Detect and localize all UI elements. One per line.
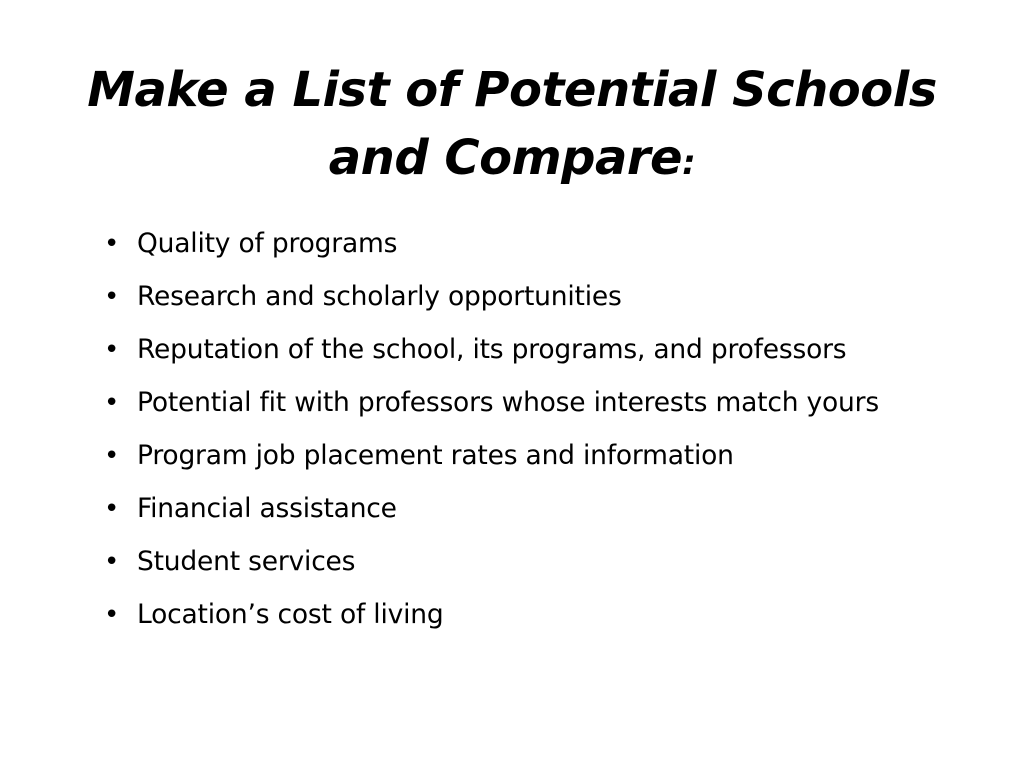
bullet-item — [104, 382, 964, 424]
bullet-icon: • — [104, 282, 120, 312]
slide-title — [40, 56, 984, 197]
bullet-item — [104, 223, 964, 265]
slide-title-colon: : — [682, 143, 696, 183]
bullet-item — [104, 276, 964, 318]
bullet-text: Program job placement rates and information — [137, 440, 734, 471]
bullet-item — [104, 435, 964, 477]
bullet-text: Reputation of the school, its programs, and professors — [137, 334, 847, 365]
bullet-item — [104, 541, 964, 583]
bullet-text: Research and scholarly opportunities — [137, 281, 622, 312]
bullet-text: Student services — [137, 546, 356, 577]
bullet-text: Potential fit with professors whose interests match yours — [137, 387, 879, 418]
bullet-item — [104, 329, 964, 371]
bullet-icon: • — [104, 335, 120, 365]
bullet-icon: • — [104, 494, 120, 524]
bullet-item — [104, 488, 964, 530]
bullet-icon: • — [104, 229, 120, 259]
bullet-icon: • — [104, 388, 120, 418]
bullet-item — [104, 594, 964, 636]
bullet-text: Financial assistance — [137, 493, 397, 524]
slide-title-text: Make a List of Potential Schools and Compare — [87, 62, 937, 186]
bullet-icon: • — [104, 600, 120, 630]
bullet-text: Quality of programs — [137, 228, 398, 259]
bullet-list — [104, 223, 964, 647]
bullet-icon: • — [104, 547, 120, 577]
bullet-icon: • — [104, 441, 120, 471]
bullet-text: Location’s cost of living — [137, 599, 444, 630]
